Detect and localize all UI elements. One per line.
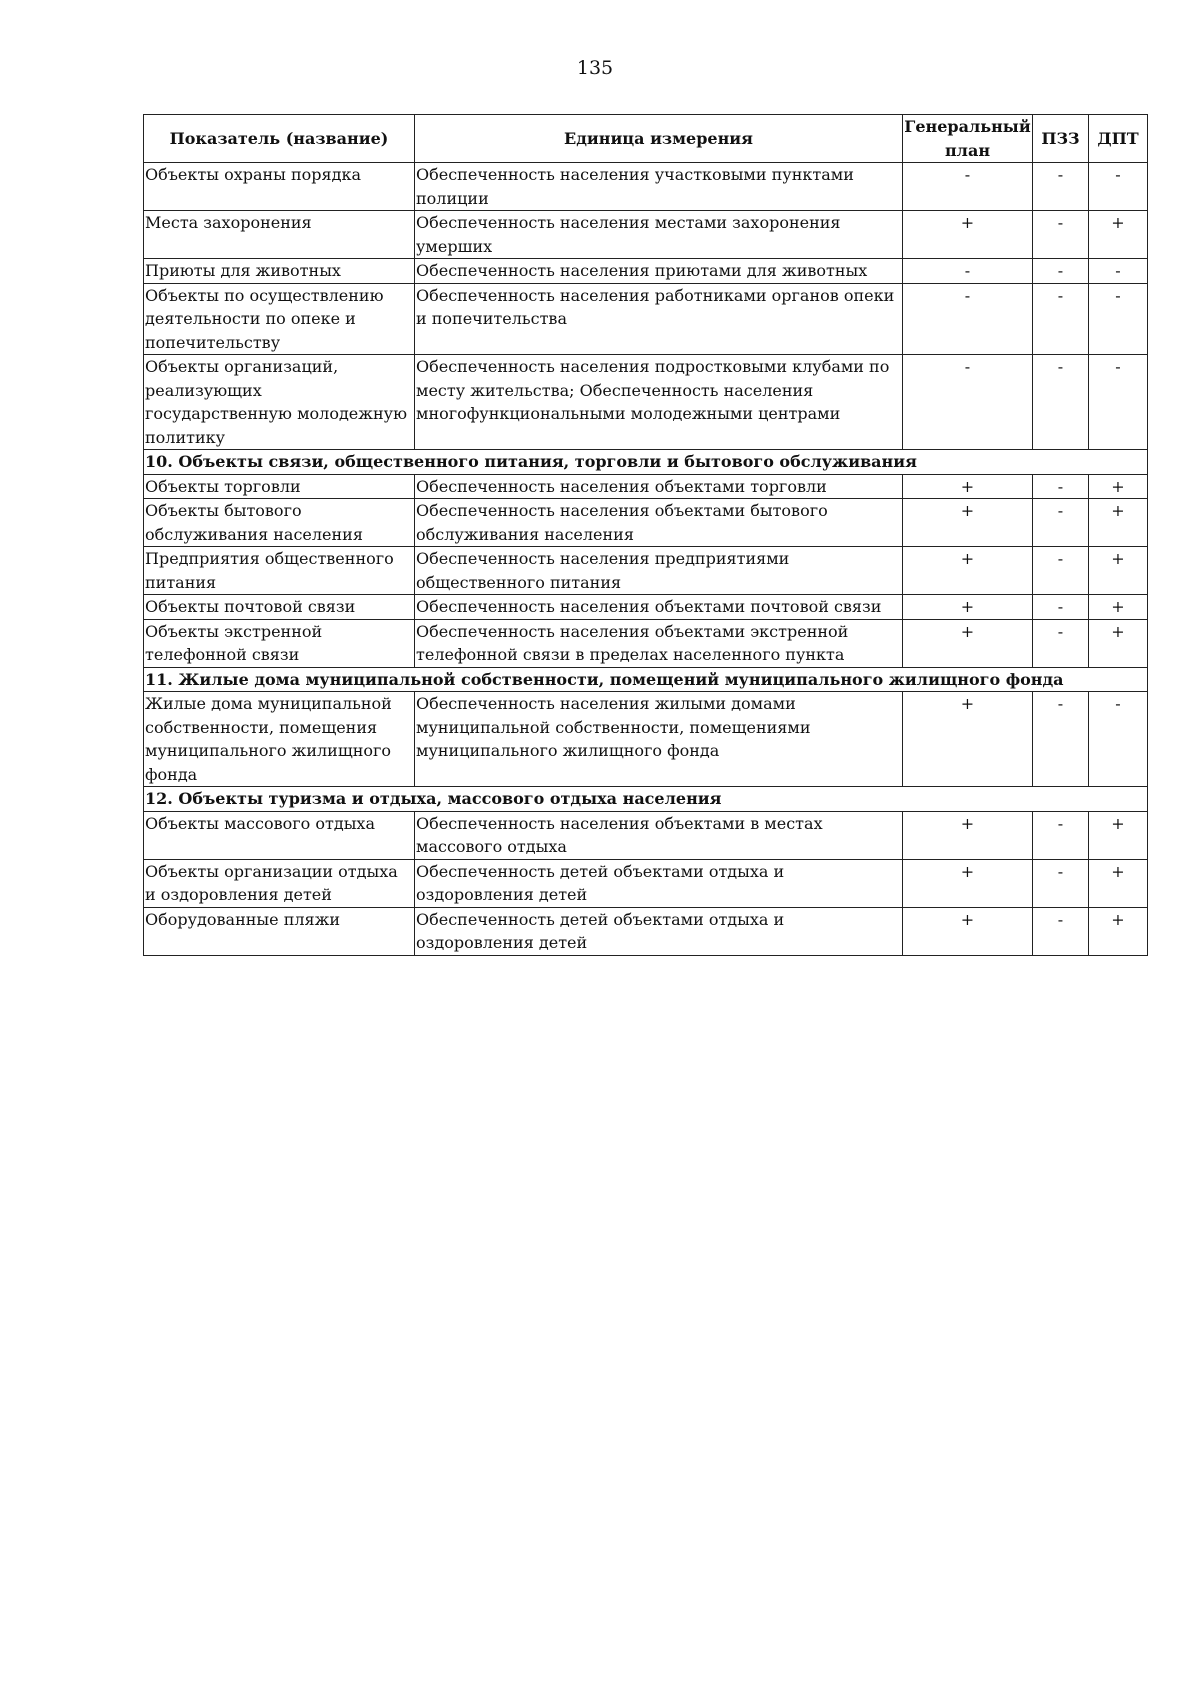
header-unit: Единица измерения [415,115,903,163]
table-body [144,163,1148,956]
pzz-cell: - [1033,283,1089,355]
dpt-cell: + [1089,859,1148,907]
unit-cell: Обеспеченность населения объектами бытового обслуживания населения [415,499,903,547]
table-row [144,259,1148,284]
table-row [144,283,1148,355]
unit-cell: Обеспеченность населения местами захоронения умерших [415,211,903,259]
dpt-cell: - [1089,692,1148,787]
table-row [144,619,1148,667]
indicator-cell: Объекты по осуществлению деятельности по опеке и попечительству [144,283,415,355]
page-number: 135 [576,57,614,79]
indicator-cell: Объекты организации отдыха и оздоровления детей [144,859,415,907]
indicator-cell: Объекты массового отдыха [144,811,415,859]
general-plan-cell: + [903,619,1033,667]
table-row [144,547,1148,595]
general-plan-cell: + [903,907,1033,955]
general-plan-cell: + [903,692,1033,787]
general-plan-cell: + [903,859,1033,907]
general-plan-cell: - [903,283,1033,355]
dpt-cell: + [1089,211,1148,259]
table-row [144,211,1148,259]
unit-cell: Обеспеченность населения работниками органов опеки и попечительства [415,283,903,355]
table-row [144,811,1148,859]
indicator-cell: Объекты почтовой связи [144,595,415,620]
general-plan-cell: - [903,259,1033,284]
table-row [144,595,1148,620]
general-plan-cell: + [903,547,1033,595]
table-header [144,115,1148,163]
header-general-plan: Генеральный план [903,115,1033,163]
unit-cell: Обеспеченность населения объектами в местах массового отдыха [415,811,903,859]
indicator-cell: Места захоронения [144,211,415,259]
pzz-cell: - [1033,692,1089,787]
general-plan-cell: - [903,355,1033,450]
table-row [144,692,1148,787]
table-row [144,499,1148,547]
header-indicator: Показатель (название) [144,115,415,163]
unit-cell: Обеспеченность населения объектами экстренной телефонной связи в пределах населенного пункта [415,619,903,667]
dpt-cell: + [1089,499,1148,547]
general-plan-cell: + [903,499,1033,547]
header-dpt: ДПТ [1089,115,1148,163]
pzz-cell: - [1033,619,1089,667]
dpt-cell: + [1089,907,1148,955]
pzz-cell: - [1033,907,1089,955]
indicator-cell: Объекты охраны порядка [144,163,415,211]
general-plan-cell: + [903,474,1033,499]
indicator-cell: Жилые дома муниципальной собственности, помещения муниципального жилищного фонда [144,692,415,787]
dpt-cell: + [1089,811,1148,859]
header-row [144,115,1148,163]
unit-cell: Обеспеченность населения подростковыми клубами по месту жительства; Обеспеченность населения многофункциональными молодежными центрами [415,355,903,450]
table-row [144,474,1148,499]
unit-cell: Обеспеченность населения жилыми домами муниципальной собственности, помещениями муниципального жилищного фонда [415,692,903,787]
indicator-cell: Объекты экстренной телефонной связи [144,619,415,667]
dpt-cell: + [1089,547,1148,595]
indicator-cell: Объекты организаций, реализующих государственную молодежную политику [144,355,415,450]
general-plan-cell: + [903,595,1033,620]
section-row [144,450,1148,475]
dpt-cell: - [1089,283,1148,355]
indicators-table [143,114,1148,956]
section-title: 10. Объекты связи, общественного питания, торговли и бытового обслуживания [144,450,1148,475]
general-plan-cell: + [903,211,1033,259]
general-plan-cell: - [903,163,1033,211]
pzz-cell: - [1033,595,1089,620]
section-row [144,787,1148,812]
general-plan-cell: + [903,811,1033,859]
dpt-cell: + [1089,619,1148,667]
unit-cell: Обеспеченность населения объектами почтовой связи [415,595,903,620]
dpt-cell: - [1089,355,1148,450]
header-pzz: ПЗЗ [1033,115,1089,163]
section-title: 11. Жилые дома муниципальной собственности, помещений муниципального жилищного фонда [144,667,1148,692]
dpt-cell: + [1089,595,1148,620]
unit-cell: Обеспеченность детей объектами отдыха и оздоровления детей [415,907,903,955]
indicator-cell: Объекты бытового обслуживания населения [144,499,415,547]
pzz-cell: - [1033,547,1089,595]
pzz-cell: - [1033,811,1089,859]
table-row [144,163,1148,211]
indicator-cell: Приюты для животных [144,259,415,284]
indicator-cell: Оборудованные пляжи [144,907,415,955]
unit-cell: Обеспеченность населения объектами торговли [415,474,903,499]
unit-cell: Обеспеченность населения предприятиями общественного питания [415,547,903,595]
pzz-cell: - [1033,474,1089,499]
section-row [144,667,1148,692]
pzz-cell: - [1033,499,1089,547]
pzz-cell: - [1033,163,1089,211]
pzz-cell: - [1033,259,1089,284]
dpt-cell: - [1089,163,1148,211]
table-row [144,907,1148,955]
unit-cell: Обеспеченность населения участковыми пунктами полиции [415,163,903,211]
pzz-cell: - [1033,859,1089,907]
dpt-cell: - [1089,259,1148,284]
section-title: 12. Объекты туризма и отдыха, массового отдыха населения [144,787,1148,812]
dpt-cell: + [1089,474,1148,499]
pzz-cell: - [1033,355,1089,450]
pzz-cell: - [1033,211,1089,259]
indicator-cell: Объекты торговли [144,474,415,499]
table-row [144,355,1148,450]
table-row [144,859,1148,907]
unit-cell: Обеспеченность населения приютами для животных [415,259,903,284]
indicator-cell: Предприятия общественного питания [144,547,415,595]
unit-cell: Обеспеченность детей объектами отдыха и оздоровления детей [415,859,903,907]
